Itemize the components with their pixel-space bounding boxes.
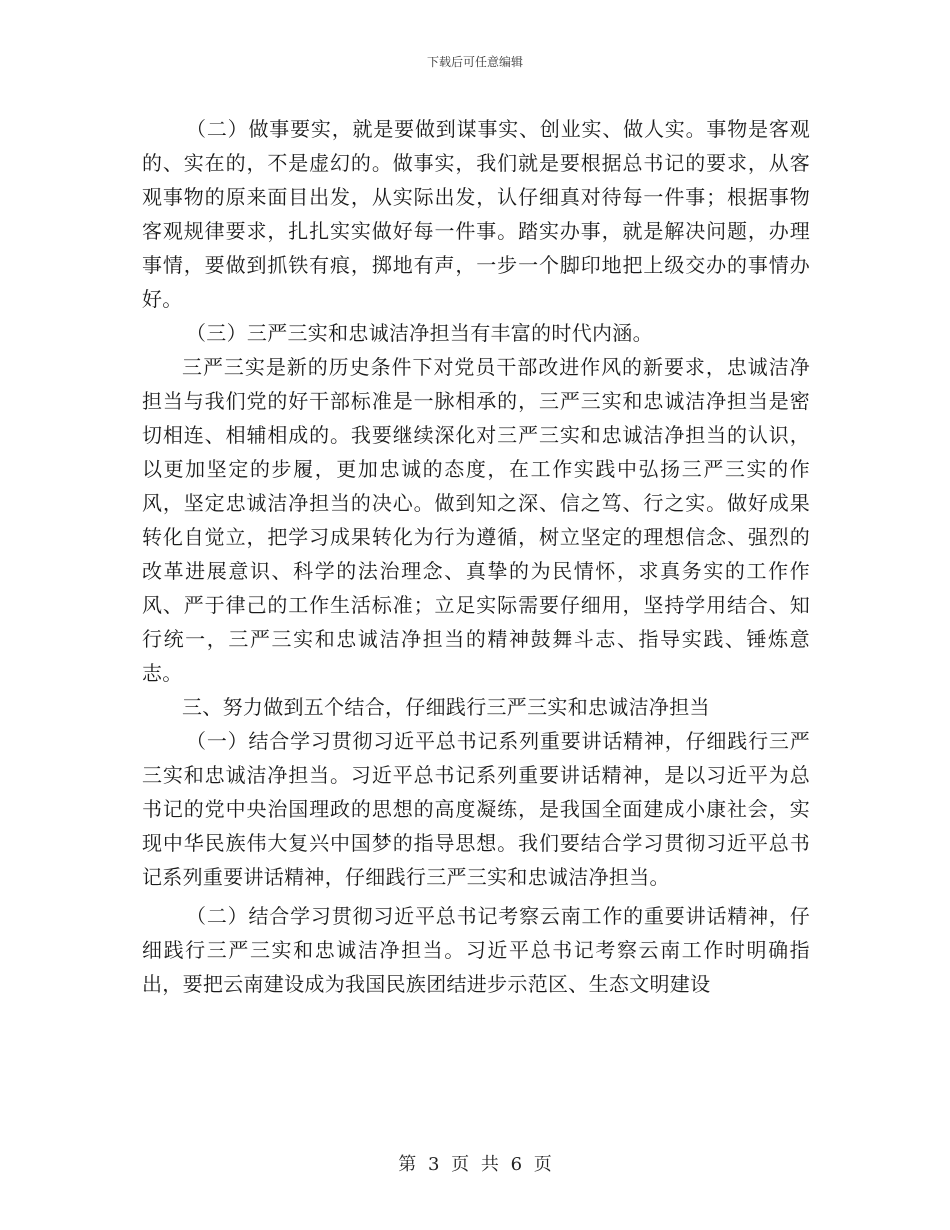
paragraph: 三严三实是新的历史条件下对党员干部改进作风的新要求，忠诚洁净担当与我们党的好干部标准是一脉相承的，三严三实和忠诚洁净担当是密切相连、相辅相成的。我要继续深化对三严三实和忠诚洁净担当的认识，以更加坚定的步履，更加忠诚的态度，在工作实践中弘扬三严三实的作风，坚定忠诚洁净担当的决心。做到知之深、信之笃、行之实。做好成果转化自觉立，把学习成果转化为行为遵循，树立坚定的理想信念、强烈的改革进展意识、科学的法治理念、真挚的为民情怀，求真务实的工作作风、严于律己的工作生活标准；立足实际需要仔细用，坚持学用结合、知行统一，三严三实和忠诚洁净担当的精神鼓舞斗志、指导实践、锤炼意志。 — [142, 355, 810, 685]
section-heading: 三、努力做到五个结合，仔细践行三严三实和忠诚洁净担当 — [182, 695, 710, 719]
paragraph: （三）三严三实和忠诚洁净担当有丰富的时代内涵。 — [186, 321, 653, 345]
paragraph: （二）做事要实，就是要做到谋事实、创业实、做人实。事物是客观的、实在的，不是虚幻的。做事实，我们就是要根据总书记的要求，从客观事物的原来面目出发，从实际出发，认仔细真对待每一件事；根据事物客观规律要求，扎扎实实做好每一件事。踏实办事，就是解决问题，办理事情，要做到抓铁有痕，掷地有声，一步一个脚印地把上级交办的事情办好。 — [142, 117, 810, 311]
paragraph: （二）结合学习贯彻习近平总书记考察云南工作的重要讲话精神，仔细践行三严三实和忠诚洁净担当。习近平总书记考察云南工作时明确指出，要把云南建设成为我国民族团结进步示范区、生态文明建设 — [142, 904, 810, 996]
page-header: 下载后可任意编辑 — [426, 55, 523, 69]
page-number: 第 3 页 共 6 页 — [398, 1154, 552, 1175]
paragraph: （一）结合学习贯彻习近平总书记系列重要讲话精神，仔细践行三严三实和忠诚洁净担当。习近平总书记系列重要讲话精神，是以习近平为总书记的党中央治国理政的思想的高度凝练，是我国全面建成小康社会，实现中华民族伟大复兴中国梦的指导思想。我们要结合学习贯彻习近平总书记系列重要讲话精神，仔细践行三严三实和忠诚洁净担当。 — [142, 729, 810, 889]
document-body — [142, 112, 810, 1001]
